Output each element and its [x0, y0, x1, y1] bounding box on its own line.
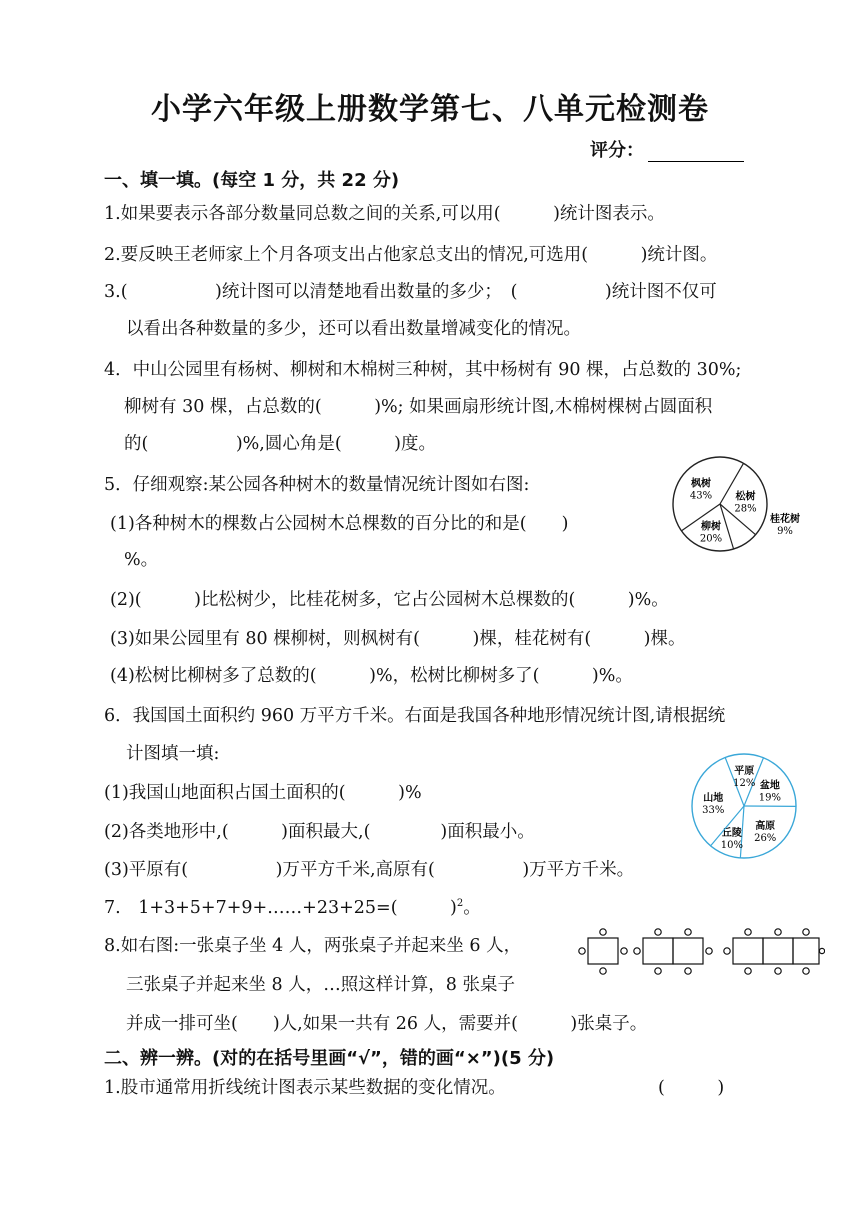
- seat: [775, 968, 781, 974]
- score-field: [590, 136, 744, 162]
- seat: [819, 948, 824, 953]
- question-8-line3: 并成一排可坐( )人,如果一共有 26 人，需要并( )张桌子。: [126, 1014, 648, 1034]
- seat: [775, 929, 781, 935]
- seat: [621, 948, 627, 954]
- table-3a: [733, 938, 763, 964]
- judge-1: 1.股市通常用折线统计图表示某些数据的变化情况。: [104, 1078, 506, 1098]
- question-5-3: (3)如果公园里有 80 棵柳树，则枫树有( )棵，桂花树有( )棵。: [110, 629, 686, 649]
- tree-pie-chart: [662, 452, 812, 562]
- seat: [685, 929, 691, 935]
- pie-value-label: 28%: [734, 503, 757, 515]
- pie-category-label: 平原: [734, 765, 755, 777]
- section1-title: 一、填一填。(每空 1 分，共 22 分): [104, 170, 400, 191]
- question-7-text: 7. 1+3+5+7+9+……+23+25=( ): [104, 898, 457, 918]
- question-1: 1.如果要表示各部分数量同总数之间的关系,可以用( )统计图表示。: [104, 204, 665, 224]
- question-8-line2: 三张桌子并起来坐 8 人，…照这样计算，8 张桌子: [126, 975, 515, 995]
- pie-category-label: 盆地: [759, 780, 780, 792]
- question-5-2: (2)( )比松树少，比桂花树多，它占公园树木总棵数的( )%。: [110, 590, 669, 610]
- tables-diagram: [575, 920, 825, 980]
- question-7-end: 。: [463, 898, 481, 918]
- question-6-1: (1)我国山地面积占国土面积的( )%: [104, 783, 422, 803]
- pie-value-label: 12%: [733, 777, 756, 789]
- pie-value-label: 9%: [777, 526, 793, 537]
- score-blank[interactable]: [648, 143, 744, 162]
- pie-category-label: 高原: [755, 820, 776, 832]
- question-6-line2: 计图填一填:: [126, 744, 220, 764]
- table-2a: [643, 938, 673, 964]
- seat: [655, 929, 661, 935]
- seat: [706, 948, 712, 954]
- seat: [745, 968, 751, 974]
- question-5-4: (4)松树比柳树多了总数的( )%，松树比柳树多了( )%。: [110, 666, 633, 686]
- question-4-line1: 4．中山公园里有杨树、柳树和木棉树三种树，其中杨树有 90 棵，占总数的 30%;: [104, 360, 742, 380]
- page-title: 小学六年级上册数学第七、八单元检测卷: [151, 92, 709, 127]
- table-3c: [793, 938, 819, 964]
- question-6-3: (3)平原有( )万平方千米,高原有( )万平方千米。: [104, 860, 635, 880]
- question-5-1-line1: (1)各种树木的棵数占公园树木总棵数的百分比的和是( ): [110, 514, 569, 534]
- seat: [803, 929, 809, 935]
- question-2: 2.要反映王老师家上个月各项支出占他家总支出的情况,可选用( )统计图。: [104, 245, 718, 265]
- question-5-1-line2: %。: [124, 550, 159, 570]
- seat: [634, 948, 640, 954]
- question-6-2: (2)各类地形中,( )面积最大,( )面积最小。: [104, 822, 535, 842]
- seat: [655, 968, 661, 974]
- judge-1-bracket[interactable]: ( ): [658, 1078, 725, 1098]
- pie-value-label: 43%: [689, 490, 713, 502]
- question-3-line2: 以看出各种数量的多少，还可以看出数量增减变化的情况。: [126, 319, 581, 339]
- seat: [579, 948, 585, 954]
- seat: [724, 948, 730, 954]
- score-label: 评分：: [590, 140, 644, 161]
- section2-title: 二、辨一辨。(对的在括号里画“√”，错的画“×”)(5 分): [104, 1048, 555, 1069]
- pie-value-label: 33%: [702, 804, 725, 816]
- pie-category-label: 丘陵: [721, 827, 742, 839]
- question-7-superscript: 2: [456, 898, 464, 910]
- question-6-line1: 6．我国国土面积约 960 万平方千米。右面是我国各种地形情况统计图,请根据统: [104, 706, 726, 726]
- pie-category-label: 枫树: [690, 478, 711, 490]
- pie-value-label: 19%: [758, 792, 782, 804]
- terrain-pie-chart: [688, 748, 800, 868]
- question-3-line1: 3.( )统计图可以清楚地看出数量的多少； ( )统计图不仅可: [104, 282, 717, 302]
- question-8-line1: 8.如右图:一张桌子坐 4 人，两张桌子并起来坐 6 人，: [104, 936, 522, 956]
- question-5-intro: 5．仔细观察:某公园各种树木的数量情况统计图如右图:: [104, 475, 530, 495]
- question-7: [104, 894, 481, 919]
- pie-category-label: 松树: [735, 491, 756, 503]
- seat: [685, 968, 691, 974]
- pie-category-label: 柳树: [701, 521, 722, 533]
- seat: [803, 968, 809, 974]
- table-3b: [763, 938, 793, 964]
- pie-value-label: 10%: [720, 839, 744, 851]
- seat: [745, 929, 751, 935]
- table-1: [588, 938, 618, 964]
- pie-value-label: 26%: [754, 832, 777, 844]
- question-4-line2: 柳树有 30 棵，占总数的( )%; 如果画扇形统计图,木棉树棵树占圆面积: [124, 397, 713, 417]
- pie-category-label: 山地: [703, 792, 724, 804]
- table-2b: [673, 938, 703, 964]
- pie-value-label: 20%: [699, 533, 723, 545]
- seat: [600, 929, 606, 935]
- pie-category-label: 桂花树: [770, 514, 800, 525]
- question-4-line3: 的( )%,圆心角是( )度。: [124, 434, 436, 454]
- seat: [600, 968, 606, 974]
